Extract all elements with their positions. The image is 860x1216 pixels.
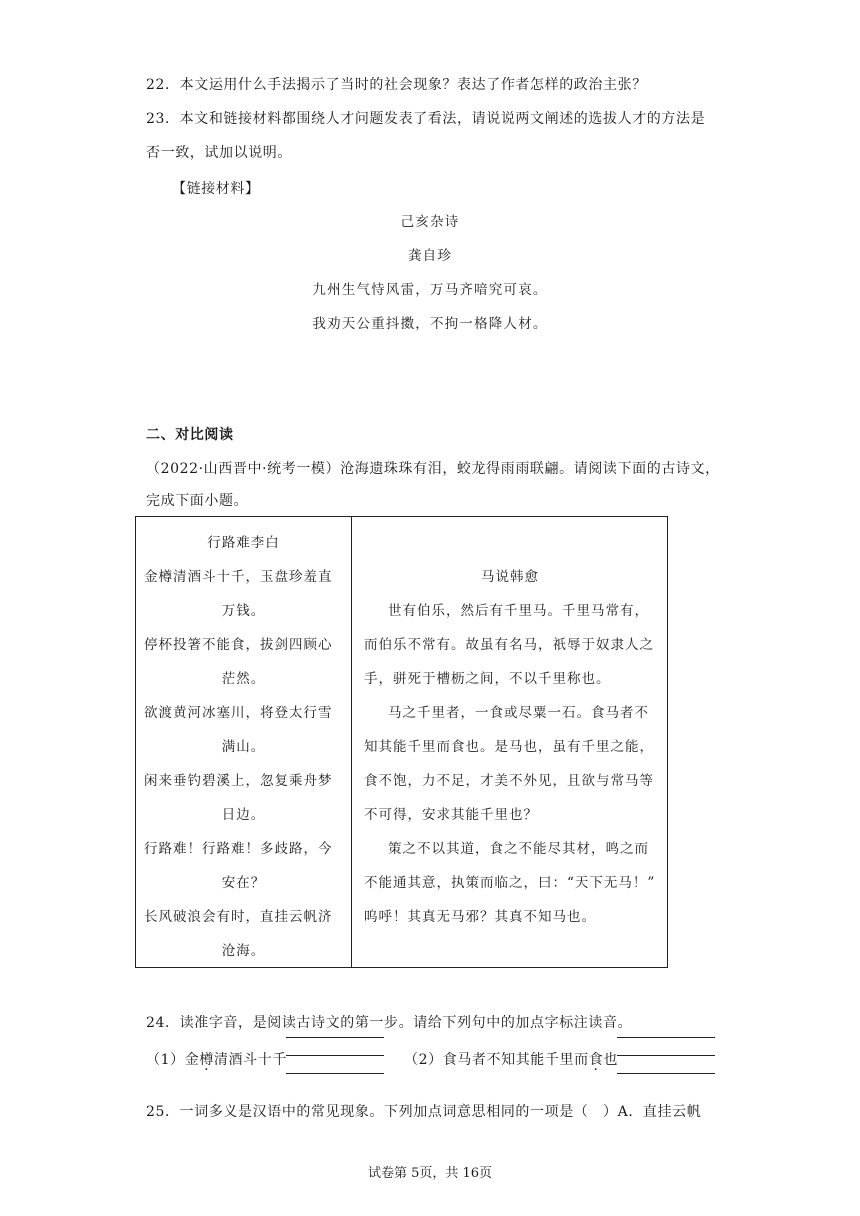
item-2-suffix: 也	[603, 1052, 618, 1068]
right-line: 不能通其意，执策而临之，曰：“天下无马！”	[364, 875, 656, 891]
link-material-label: 【链接材料】	[172, 181, 260, 197]
answer-blank-1[interactable]	[286, 1037, 384, 1073]
item-2-dotted-char: 食	[588, 1052, 604, 1068]
poem-line-1: 九州生气恃风雷，万马齐喑究可哀。	[312, 282, 548, 298]
left-title: 行路难李白	[207, 535, 280, 551]
right-line: 知其能千里而食也。是马也，虽有千里之能，	[364, 739, 654, 755]
left-line: 闲来垂钓碧溪上，忽复乘舟梦	[144, 773, 333, 789]
intro-line-2: 完成下面小题。	[146, 493, 249, 509]
left-line: 金樽清酒斗十千，玉盘珍羞直	[144, 569, 333, 585]
item-1-dotted-char: 樽	[199, 1052, 214, 1068]
left-cell-poem	[136, 517, 352, 968]
left-line: 万钱。	[221, 603, 266, 619]
right-line: 食不饱，力不足，才美不外见，且欲与常马等	[364, 773, 654, 789]
right-line: 手，骈死于槽枥之间，不以千里称也。	[364, 671, 611, 687]
answer-blank-2[interactable]	[617, 1037, 715, 1073]
right-line: 马之千里者，一食或尽粟一石。食马者不	[388, 705, 649, 721]
left-line: 欲渡黄河冰塞川，将登太行雪	[144, 705, 333, 721]
poem-author: 龚自珍	[407, 248, 453, 264]
item-1-prefix: （1）金	[146, 1052, 200, 1068]
right-line: 世有伯乐，然后有千里马。千里马常有，	[388, 603, 649, 619]
item-1-suffix: 清酒斗十千	[213, 1052, 287, 1068]
q24-item-1	[146, 1049, 287, 1069]
section-heading: 二、对比阅读	[146, 427, 234, 443]
poem-title: 己亥杂诗	[400, 214, 460, 230]
right-cell-essay	[352, 517, 668, 968]
right-line: 呜呼！其真无马邪？其真不知马也。	[364, 909, 596, 925]
left-line: 长风破浪会有时，直挂云帆济	[144, 909, 333, 925]
right-line: 不可得，安求其能千里也？	[364, 807, 538, 823]
comparison-table	[135, 516, 668, 968]
question-25: 25．一词多义是汉语中的常见现象。下列加点词意思相同的一项是（ ）A．直挂云帆	[146, 1104, 702, 1120]
question-23-line2: 否一致，试加以说明。	[146, 145, 292, 161]
q24-item-2	[404, 1049, 618, 1069]
poem-line-2: 我劝天公重抖擞，不拘一格降人材。	[312, 316, 548, 332]
intro-line-1: （2022·山西晋中·统考一模）沧海遗珠珠有泪，蛟龙得雨雨联翩。请阅读下面的古诗文，	[146, 461, 720, 477]
item-2-prefix: （2）食马者不知其能千里而	[404, 1052, 589, 1068]
question-22: 22．本文运用什么手法揭示了当时的社会现象？表达了作者怎样的政治主张？	[146, 77, 647, 93]
left-line: 停杯投箸不能食，拔剑四顾心	[144, 637, 333, 653]
left-line: 沧海。	[221, 943, 266, 959]
right-line: 策之不以其道，食之不能尽其材，鸣之而	[388, 841, 649, 857]
question-24: 24．读准字音，是阅读古诗文的第一步。请给下列句中的加点字标注读音。	[146, 1015, 633, 1031]
right-title: 马说韩愈	[481, 569, 539, 585]
left-line: 行路难！行路难！多歧路，今	[144, 841, 333, 857]
left-line: 满山。	[221, 739, 266, 755]
left-line: 安在？	[221, 875, 266, 891]
right-line: 而伯乐不常有。故虽有名马，祇辱于奴隶人之	[364, 637, 654, 653]
question-23-line1: 23．本文和链接材料都围绕人才问题发表了看法，请说说两文阐述的选拔人才的方法是	[146, 111, 706, 127]
left-line: 日边。	[221, 807, 266, 823]
left-line: 茫然。	[221, 671, 266, 687]
page-footer: 试卷第 5页，共 16页	[367, 1166, 493, 1181]
